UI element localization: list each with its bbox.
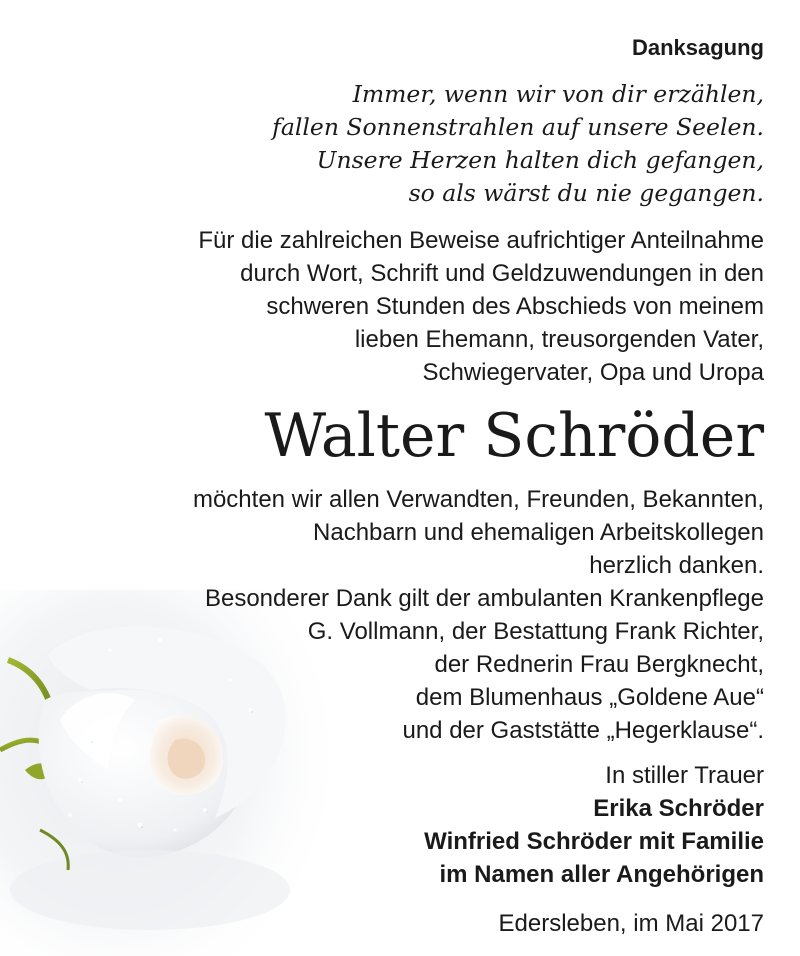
signer-name: Winfried Schröder mit Familie	[424, 828, 764, 855]
intro-line: Schwiegervater, Opa und Uropa	[422, 359, 764, 386]
intro-paragraph	[44, 224, 764, 389]
thanks-line: Besonderer Dank gilt der ambulanten Krankenpflege	[204, 585, 764, 612]
notice-text	[44, 0, 764, 940]
intro-line: schweren Stunden des Abschieds von meinem	[266, 293, 764, 320]
poem	[44, 78, 764, 210]
thanks-line: dem Blumenhaus „Goldene Aue“	[415, 684, 764, 711]
thanks-line: und der Gaststätte „Hegerklause“.	[402, 717, 764, 744]
place-date: Edersleben, im Mai 2017	[498, 910, 764, 937]
notice-heading: Danksagung	[631, 35, 764, 60]
thanks-line: Nachbarn und ehemaligen Arbeitskollegen	[313, 519, 764, 546]
poem-line: fallen Sonnenstrahlen auf unsere Seelen.	[272, 113, 764, 141]
poem-line: Unsere Herzen halten dich gefangen,	[316, 146, 764, 174]
signer-name: im Namen aller Angehörigen	[439, 861, 764, 888]
thanks-line: der Rednerin Frau Bergknecht,	[434, 651, 764, 678]
intro-line: lieben Ehemann, treusorgenden Vater,	[354, 326, 764, 353]
thanks-paragraph	[44, 483, 764, 747]
thanks-line: möchten wir allen Verwandten, Freunden, Bekannten,	[192, 486, 764, 513]
poem-line: Immer, wenn wir von dir erzählen,	[352, 80, 764, 108]
signer-name: Erika Schröder	[593, 795, 764, 822]
thanks-line: herzlich danken.	[589, 552, 764, 579]
poem-line: so als wärst du nie gegangen.	[408, 179, 764, 207]
intro-line: durch Wort, Schrift und Geldzuwendungen in den	[240, 260, 764, 287]
deceased-name: Walter Schröder	[264, 401, 764, 471]
signers-block	[44, 759, 764, 891]
thanks-line: G. Vollmann, der Bestattung Frank Richter,	[307, 618, 764, 645]
intro-line: Für die zahlreichen Beweise aufrichtiger Anteilnahme	[198, 227, 764, 254]
mourning-line: In stiller Trauer	[605, 762, 764, 789]
